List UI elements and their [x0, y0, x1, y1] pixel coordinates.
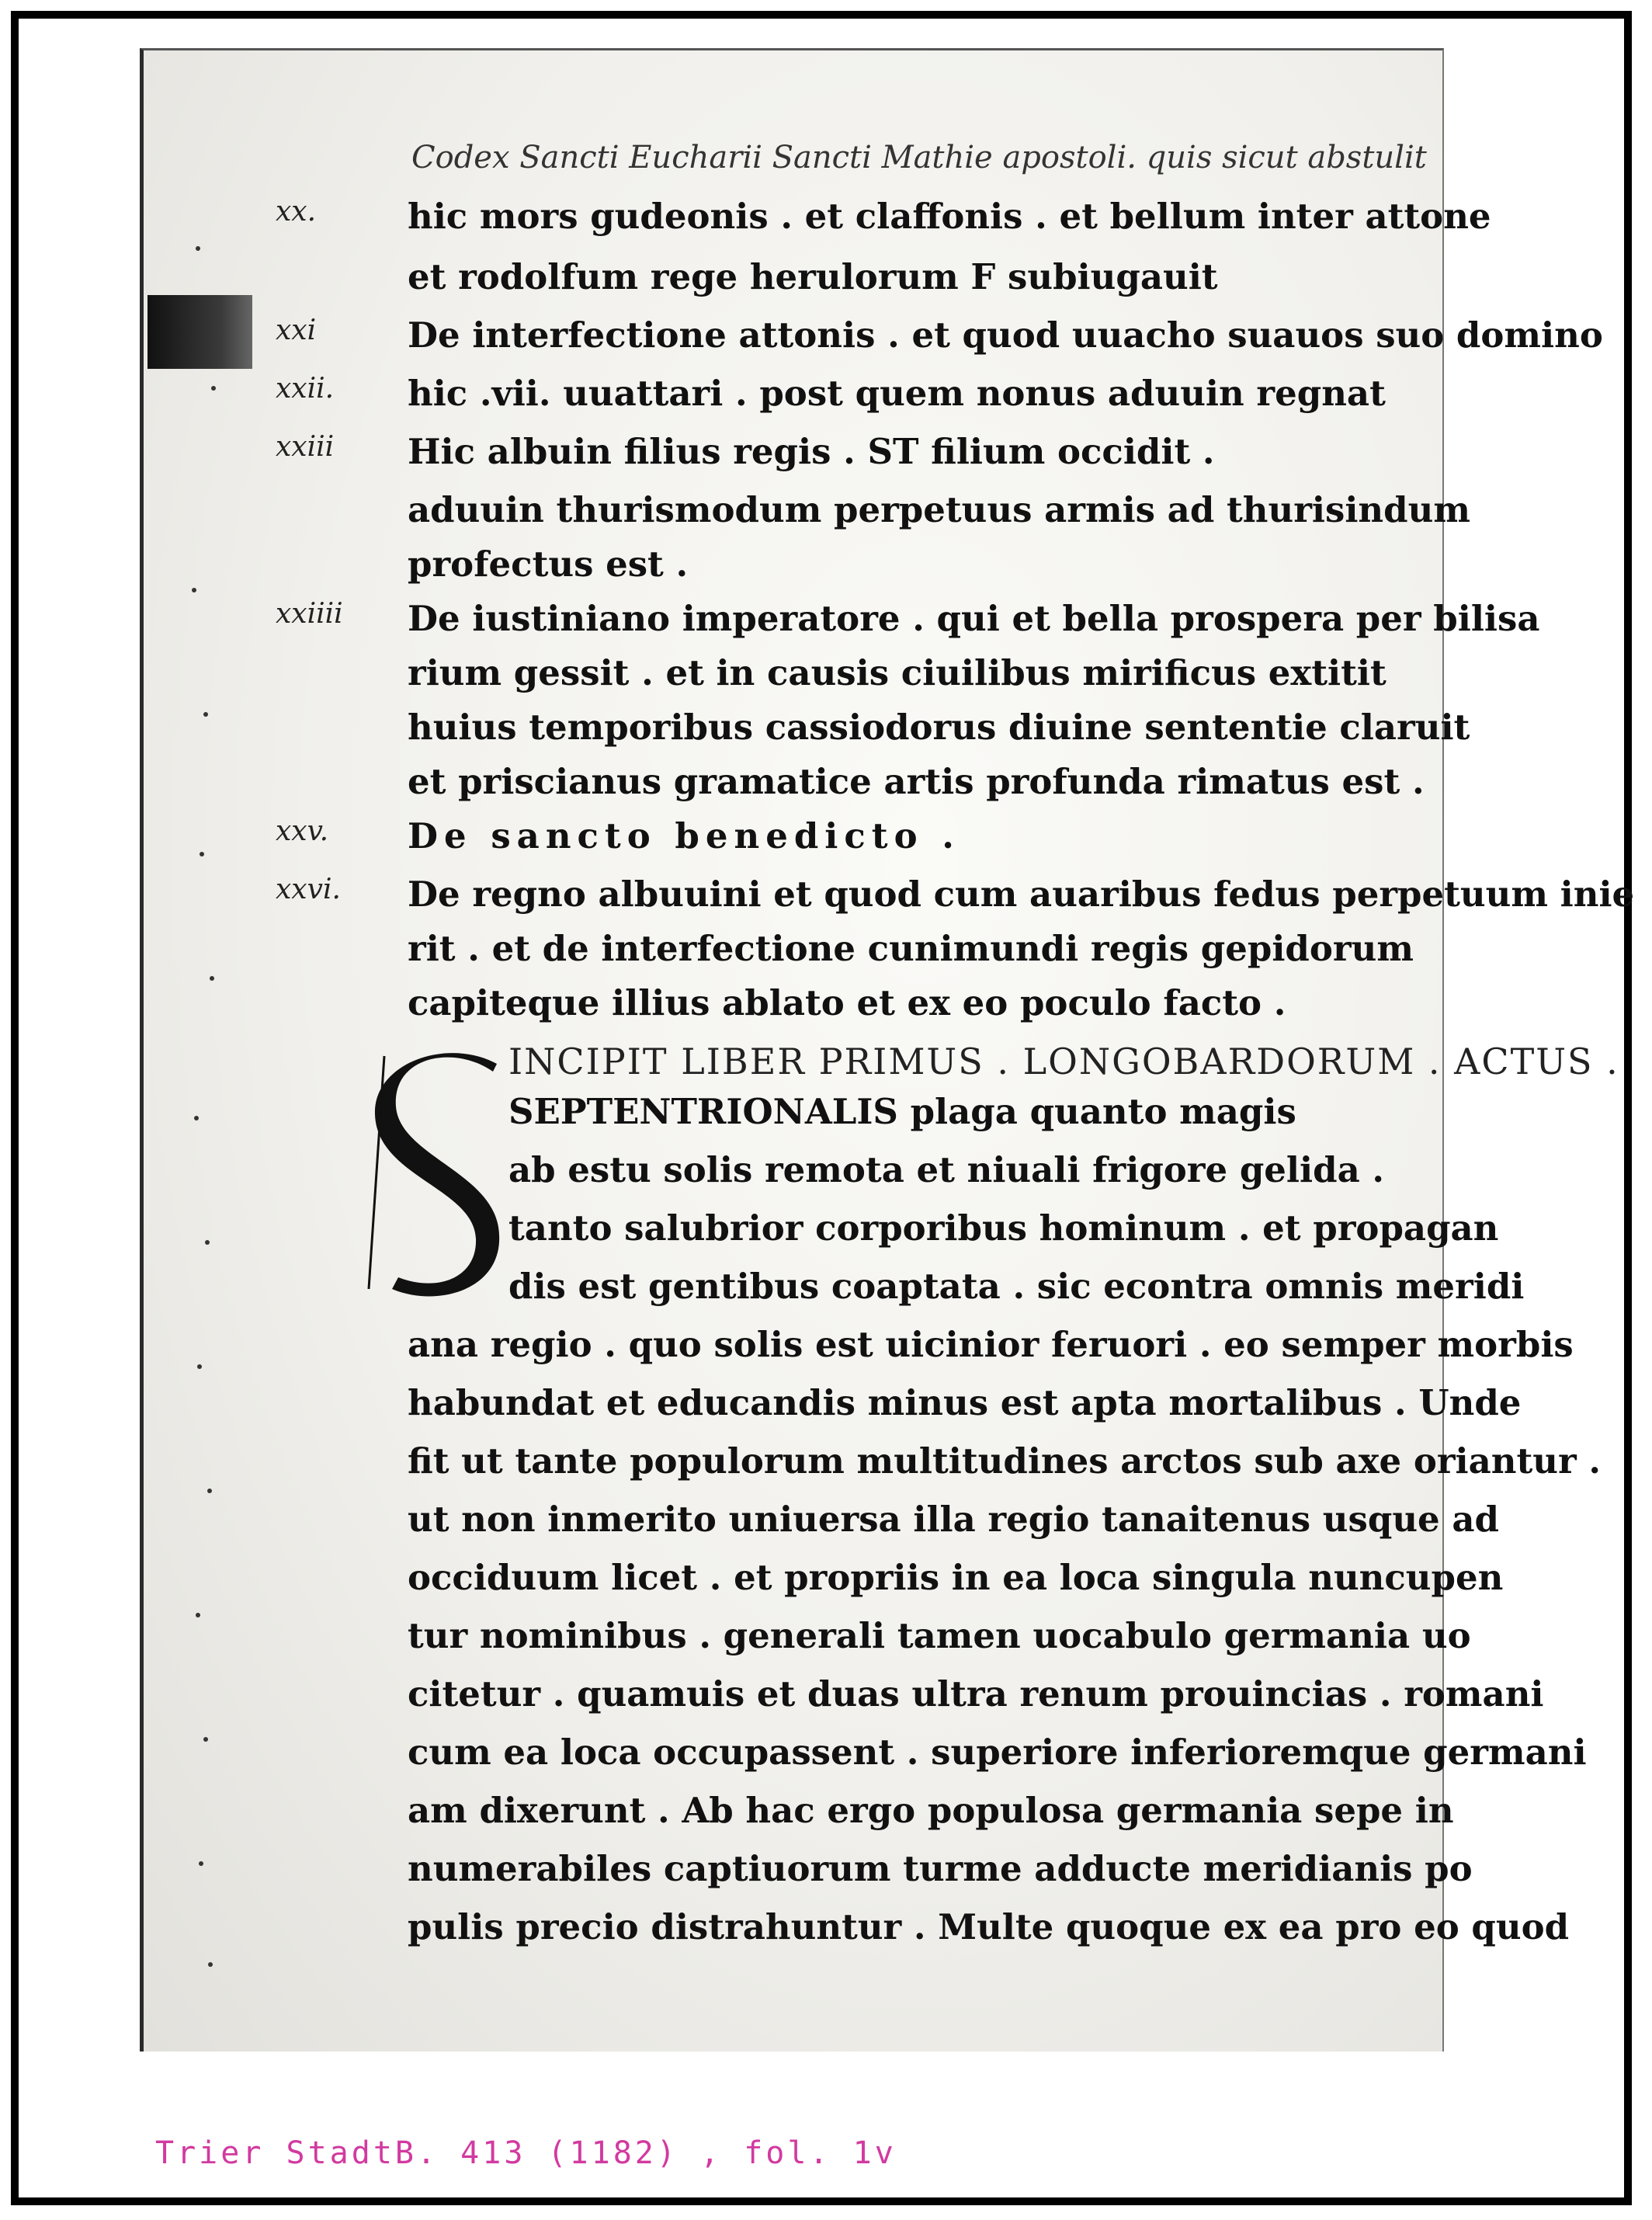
chapter-text: Hic albuin filius regis . ST filium occidit .: [408, 431, 1215, 472]
incipit-line: [0, 1266, 1652, 1312]
body-text: am dixerunt . Ab hac ergo populosa germania sepe in: [408, 1790, 1454, 1831]
archive-shelfmark: Trier StadtB. 413 (1182) , fol. 1v: [155, 2135, 897, 2171]
chapter-number: xxiii: [276, 431, 335, 463]
body-text: cum ea loca occupassent . superiore inferioremque germani: [408, 1732, 1587, 1773]
body-line: [0, 1499, 1652, 1545]
chapter-text: et rodolfum rege herulorum F subiugauit: [408, 256, 1218, 297]
chapter-line: [0, 314, 1652, 361]
chapter-text: profectus est .: [408, 544, 689, 585]
body-text: tur nominibus . generali tamen uocabulo germania uo: [408, 1615, 1471, 1656]
body-line: [0, 1382, 1652, 1429]
chapter-number: xxi: [276, 314, 317, 346]
body-text: ut non inmerito uniuersa illa regio tanaitenus usque ad: [408, 1499, 1499, 1540]
body-line: [0, 1615, 1652, 1662]
body-line: [0, 1440, 1652, 1487]
incipit-line: [0, 1091, 1652, 1138]
chapter-line: [0, 928, 1652, 975]
chapter-line: [0, 982, 1652, 1029]
chapter-text: hic .vii. uuattari . post quem nonus aduuin regnat: [408, 373, 1386, 414]
incipit-text: ab estu solis remota et niuali frigore gelida .: [508, 1149, 1385, 1190]
chapter-line: [0, 874, 1652, 920]
chapter-text: De interfectione attonis . et quod uuacho suauos suo domino: [408, 314, 1603, 356]
chapter-text: De regno albuuini et quod cum auaribus fedus perpetuum inie: [408, 874, 1635, 915]
body-text: fit ut tante populorum multitudines arctos sub axe oriantur .: [408, 1440, 1602, 1482]
incipit-line: [0, 1207, 1652, 1254]
chapter-text: De sancto benedicto .: [408, 815, 960, 856]
chapter-line: [0, 256, 1652, 303]
body-line: [0, 1906, 1652, 1953]
chapter-number: xxv.: [276, 815, 329, 847]
chapter-line: [0, 544, 1652, 590]
chapter-number: xxiiii: [276, 598, 343, 630]
chapter-line: [0, 196, 1652, 242]
chapter-line: [0, 815, 1652, 862]
chapter-line: [0, 761, 1652, 808]
incipit-text: tanto salubrior corporibus hominum . et propagan: [508, 1207, 1499, 1249]
body-text: occiduum licet . et propriis in ea loca singula nuncupen: [408, 1557, 1504, 1598]
incipit-line: INCIPIT LIBER PRIMUS . LONGOBARDORUM . ACTUS .: [508, 1041, 1619, 1082]
chapter-line: [0, 489, 1652, 536]
body-text: ana regio . quo solis est uicinior feruori . eo semper morbis: [408, 1324, 1574, 1365]
chapter-number: xxvi.: [276, 874, 341, 905]
body-text: citetur . quamuis et duas ultra renum prouincias . romani: [408, 1673, 1544, 1715]
body-text: numerabiles captiuorum turme adducte meridianis po: [408, 1848, 1473, 1889]
body-line: [0, 1848, 1652, 1895]
incipit-line: [0, 1149, 1652, 1196]
chapter-text: hic mors gudeonis . et claffonis . et bellum inter attone: [408, 196, 1491, 237]
body-line: [0, 1732, 1652, 1778]
incipit-text: SEPTENTRIONALIS plaga quanto magis: [508, 1091, 1296, 1132]
chapter-text: capiteque illius ablato et ex eo poculo facto .: [408, 982, 1286, 1023]
chapter-text: rit . et de interfectione cunimundi regis gepidorum: [408, 928, 1414, 969]
chapter-line: [0, 431, 1652, 478]
header-note: Codex Sancti Eucharii Sancti Mathie apostoli. quis sicut abstulit: [411, 140, 1427, 175]
body-text: habundat et educandis minus est apta mortalibus . Unde: [408, 1382, 1522, 1423]
chapter-number: xxii.: [276, 373, 335, 405]
chapter-line: [0, 373, 1652, 419]
chapter-text: huius temporibus cassiodorus diuine sententie claruit: [408, 707, 1470, 748]
body-line: [0, 1790, 1652, 1836]
incipit-text: dis est gentibus coaptata . sic econtra omnis meridi: [508, 1266, 1525, 1307]
chapter-line: [0, 598, 1652, 644]
chapter-number: xx.: [276, 196, 317, 228]
chapter-text: rium gessit . et in causis ciuilibus mirificus extitit: [408, 652, 1386, 693]
body-text: pulis precio distrahuntur . Multe quoque ex ea pro eo quod: [408, 1906, 1570, 1947]
body-line: [0, 1557, 1652, 1603]
chapter-text: aduuin thurismodum perpetuus armis ad thurisindum: [408, 489, 1470, 530]
body-line: [0, 1324, 1652, 1371]
chapter-text: et priscianus gramatice artis profunda rimatus est .: [408, 761, 1425, 802]
body-line: [0, 1673, 1652, 1720]
chapter-line: [0, 652, 1652, 699]
chapter-text: De iustiniano imperatore . qui et bella prospera per bilisa: [408, 598, 1540, 639]
chapter-line: [0, 707, 1652, 753]
